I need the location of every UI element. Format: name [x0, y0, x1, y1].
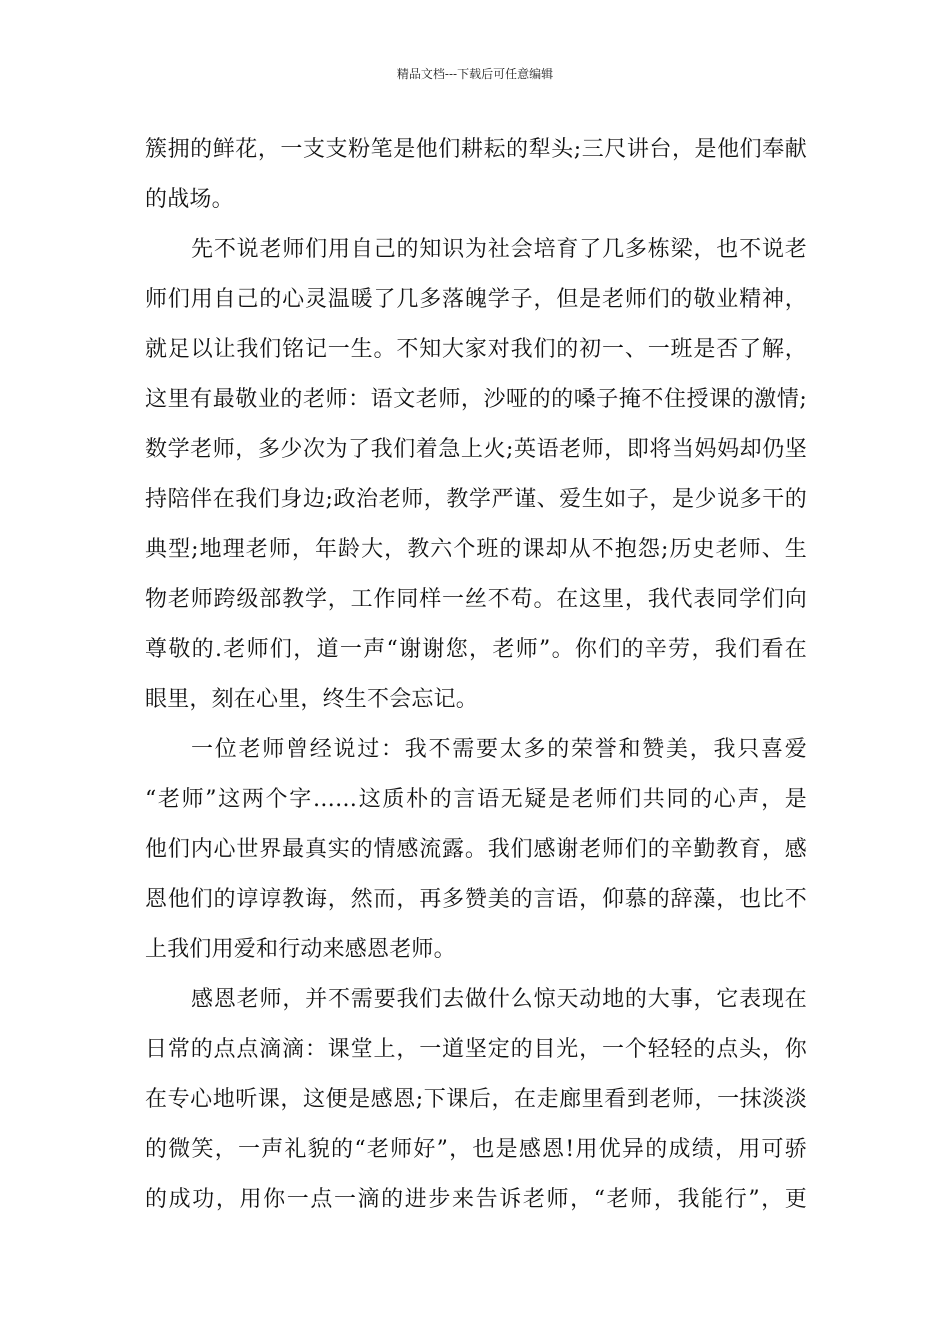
- document-body: [145, 125, 807, 1225]
- page-header: 精品文档---下载后可任意编辑: [396, 67, 554, 81]
- text-line: 这里有最敬业的老师：语文老师，沙哑的的嗓子掩不住授课的激情;: [145, 387, 807, 412]
- paragraph-first-line: 先不说老师们用自己的知识为社会培育了几多栋梁，也不说老: [191, 237, 807, 262]
- text-line: 物老师跨级部教学，工作同样一丝不苟。在这里，我代表同学们向: [145, 587, 807, 612]
- paragraph-first-line: 一位老师曾经说过：我不需要太多的荣誉和赞美，我只喜爱: [191, 737, 807, 762]
- text-line: 的微笑，一声礼貌的“老师好”，也是感恩!用优异的成绩，用可骄: [145, 1137, 807, 1162]
- text-line: 典型;地理老师，年龄大，教六个班的课却从不抱怨;历史老师、生: [145, 537, 807, 562]
- text-line: 日常的点点滴滴：课堂上，一道坚定的目光，一个轻轻的点头，你: [145, 1037, 807, 1062]
- text-line: 在专心地听课，这便是感恩;下课后，在走廊里看到老师，一抹淡淡: [145, 1087, 807, 1112]
- text-line: 持陪伴在我们身边;政治老师，教学严谨、爱生如子，是少说多干的: [145, 487, 807, 512]
- text-line: 簇拥的鲜花，一支支粉笔是他们耕耘的犁头;三尺讲台，是他们奉献: [145, 137, 807, 162]
- text-line: 的战场。: [145, 187, 234, 212]
- text-line: 尊敬的.老师们，道一声“谢谢您，老师”。你们的辛劳，我们看在: [145, 637, 807, 662]
- text-line: 眼里，刻在心里，终生不会忘记。: [145, 687, 479, 712]
- text-line: 的成功，用你一点一滴的进步来告诉老师，“老师，我能行”，更: [145, 1187, 807, 1212]
- text-line: 师们用自己的心灵温暖了几多落魄学子，但是老师们的敬业精神，: [145, 287, 807, 312]
- text-line: 就足以让我们铭记一生。不知大家对我们的初一、一班是否了解，: [145, 337, 807, 362]
- paragraph-first-line: 感恩老师，并不需要我们去做什么惊天动地的大事，它表现在: [191, 987, 807, 1012]
- text-line: 上我们用爱和行动来感恩老师。: [145, 937, 456, 962]
- text-line: “老师”这两个字……这质朴的言语无疑是老师们共同的心声，是: [145, 787, 807, 812]
- text-line: 他们内心世界最真实的情感流露。我们感谢老师们的辛勤教育，感: [145, 837, 807, 862]
- text-line: 数学老师，多少次为了我们着急上火;英语老师，即将当妈妈却仍坚: [145, 437, 807, 462]
- text-line: 恩他们的谆谆教诲，然而，再多赞美的言语，仰慕的辞藻，也比不: [145, 887, 807, 912]
